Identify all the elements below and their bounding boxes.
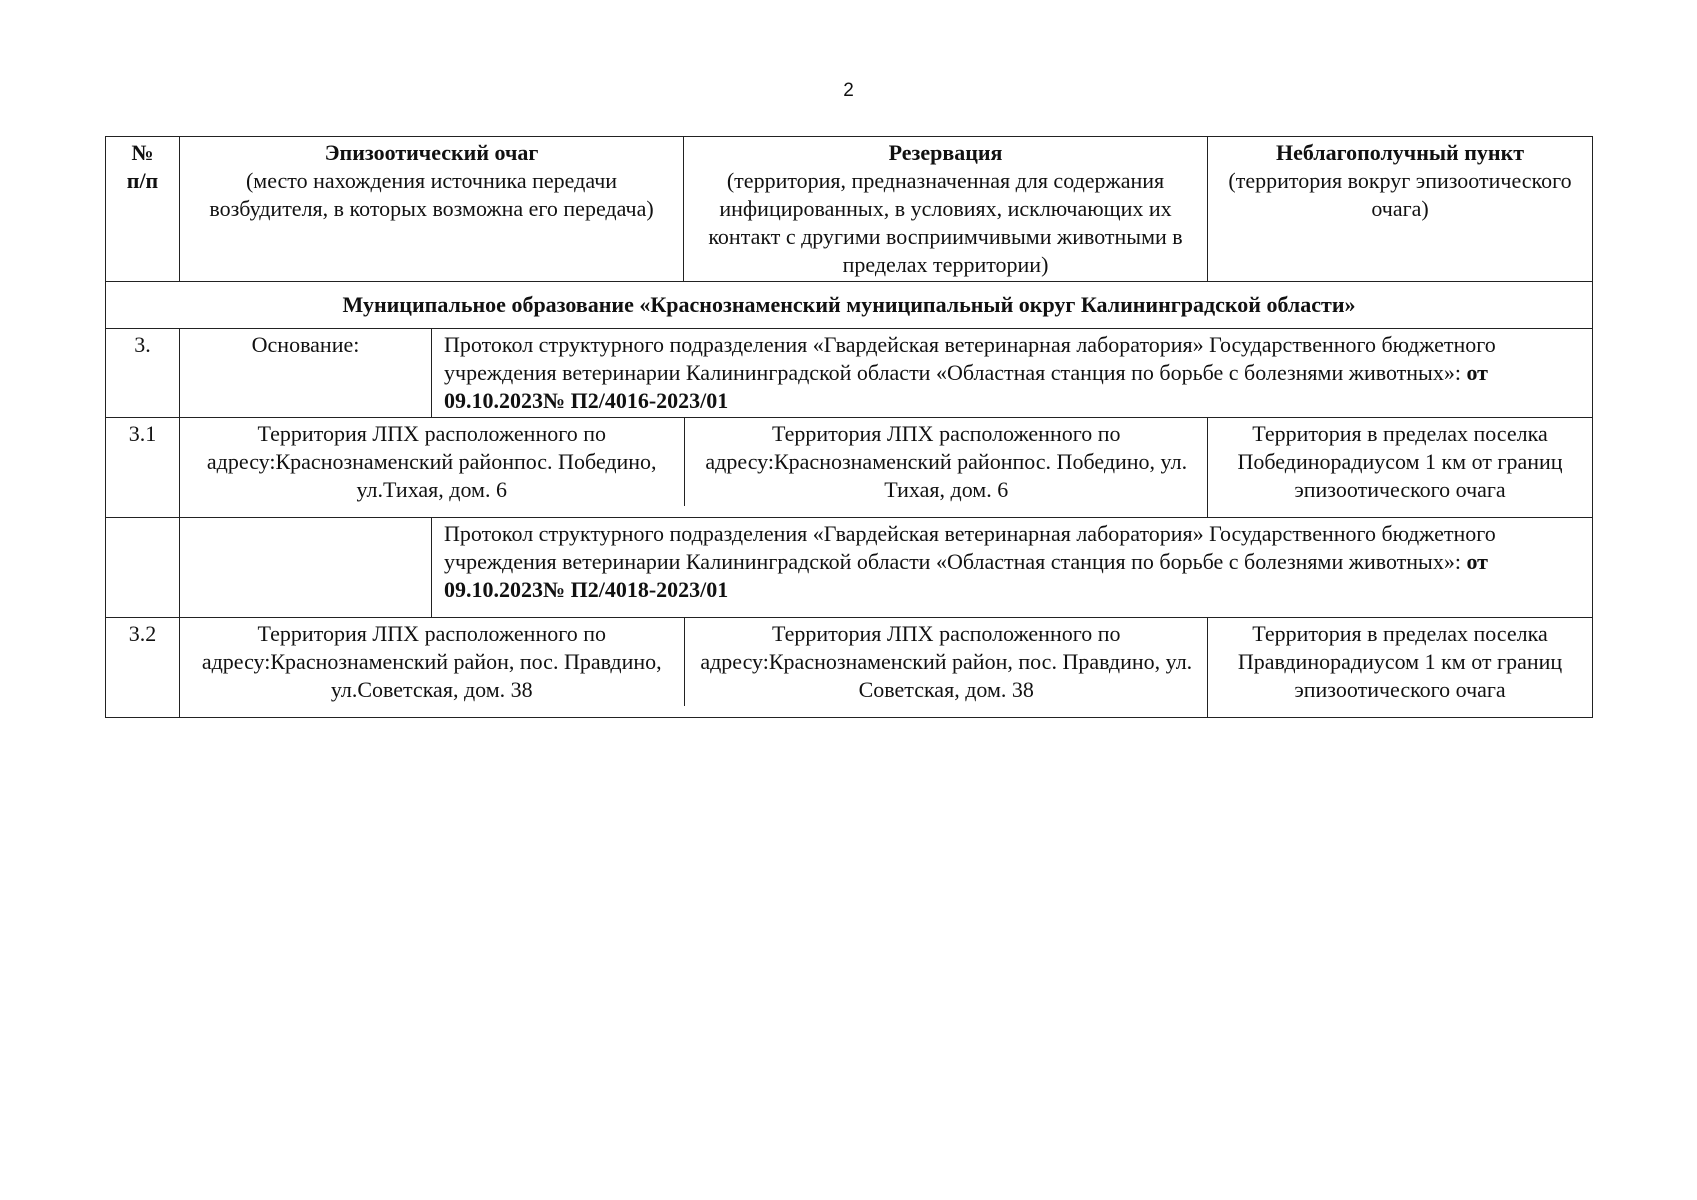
basis2-label <box>180 518 432 618</box>
row-point: Территория в пределах поселка Побединорадиусом 1 км от границ эпизоотического очага <box>1208 418 1593 518</box>
municipality-title: Муниципальное образование «Краснознаменский муниципальный округ Калининградской области» <box>106 282 1593 329</box>
basis2-num <box>106 518 180 618</box>
basis2-row <box>106 518 1593 618</box>
row-focus: Территория ЛПХ расположенного по адресу:Краснознаменский районпос. Победино, ул.Тихая, дом. 6 <box>180 418 684 506</box>
header-reservation <box>684 137 1208 282</box>
header-point <box>1208 137 1593 282</box>
basis-text-cell <box>432 329 1593 418</box>
table-row <box>106 418 1593 518</box>
section-num: 3. <box>106 329 180 418</box>
row-cells <box>180 618 1208 718</box>
epizootic-table <box>105 136 1593 718</box>
row-point: Территория в пределах поселка Правдинорадиусом 1 км от границ эпизоотического очага <box>1208 618 1593 718</box>
header-reservation-sub: (территория, предназначенная для содержания инфицированных, в условиях, исключающих их контакт с другими восприимчивыми животными в пределах территории) <box>708 168 1183 277</box>
page-number: 2 <box>843 80 854 101</box>
header-point-sub: (территория вокруг эпизоотического очага) <box>1228 168 1572 221</box>
basis2-text: Протокол структурного подразделения «Гвардейская ветеринарная лаборатория» Государственного бюджетного учреждения ветеринарии Калининградской области «Областная станция по борьбе с болезнями животных»: <box>444 521 1496 574</box>
row-num: 3.1 <box>106 418 180 518</box>
header-row <box>106 137 1593 282</box>
basis-label: Основание: <box>180 329 432 418</box>
municipality-row <box>106 282 1593 329</box>
header-num: № п/п <box>106 137 180 282</box>
basis2-ref: от 09.10.2023№ П2/4018-2023/01 <box>444 549 1488 602</box>
header-point-title: Неблагополучный пункт <box>1275 140 1525 165</box>
header-focus <box>180 137 684 282</box>
row-cells <box>180 418 1208 518</box>
header-focus-sub: (место нахождения источника передачи возбудителя, в которых возможна его передача) <box>209 168 654 221</box>
row-focus: Территория ЛПХ расположенного по адресу:Краснознаменский район, пос. Правдино, ул.Советская, дом. 38 <box>180 618 684 706</box>
basis-text: Протокол структурного подразделения «Гвардейская ветеринарная лаборатория» Государственного бюджетного учреждения ветеринарии Калининградской области «Областная станция по борьбе с болезнями животных»: <box>444 332 1496 385</box>
header-reservation-title: Резервация <box>888 140 1003 165</box>
basis-ref: от 09.10.2023№ П2/4016-2023/01 <box>444 360 1488 413</box>
row-reservation: Территория ЛПХ расположенного по адресу:Краснознаменский районпос. Победино, ул. Тихая, дом. 6 <box>705 421 1188 502</box>
header-focus-title: Эпизоотический очаг <box>324 140 539 165</box>
table-row <box>106 618 1593 718</box>
basis2-text-cell <box>432 518 1593 618</box>
row-num: 3.2 <box>106 618 180 718</box>
basis-row <box>106 329 1593 418</box>
row-reservation: Территория ЛПХ расположенного по адресу:Краснознаменский район, пос. Правдино, ул. Советская, дом. 38 <box>700 621 1193 702</box>
